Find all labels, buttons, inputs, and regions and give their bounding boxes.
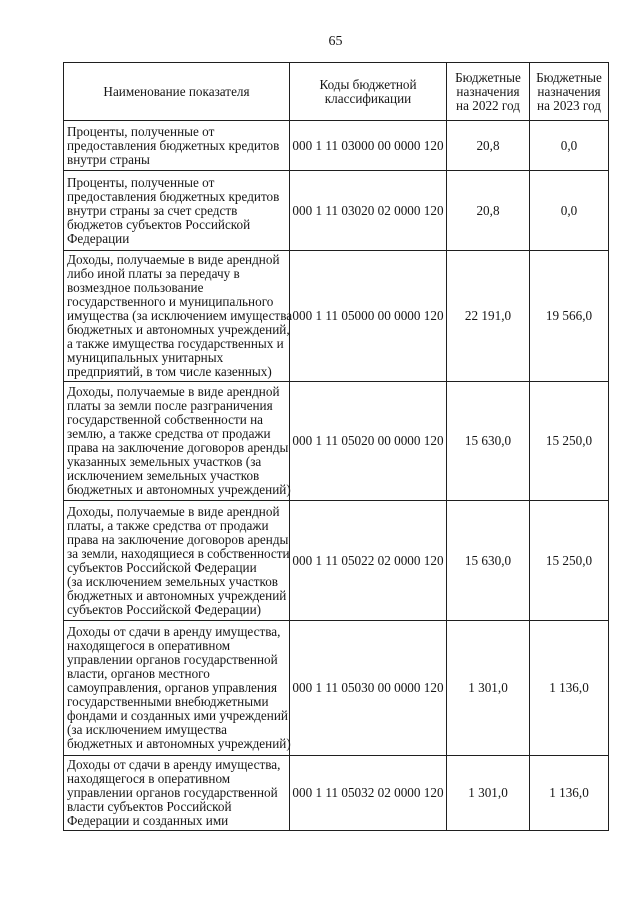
header-budget-code: Коды бюджетной классификации [290, 63, 447, 121]
table-row [64, 121, 609, 171]
header-indicator-name: Наименование показателя [64, 63, 290, 121]
amount-2023-cell: 1 136,0 [530, 621, 609, 756]
amount-2022-cell: 20,8 [447, 121, 530, 171]
amount-2023-cell: 0,0 [530, 171, 609, 251]
amount-2022-cell: 15 630,0 [447, 501, 530, 621]
table-row [64, 756, 609, 831]
indicator-name-cell: Доходы от сдачи в аренду имущества, находящегося в оперативном управлении органов государственной власти субъектов Российской Федерации и созданных ими [64, 756, 290, 831]
table-row [64, 251, 609, 382]
budget-code-cell: 000 1 11 03020 02 0000 120 [290, 171, 447, 251]
table-row [64, 382, 609, 501]
budget-code-cell: 000 1 11 03000 00 0000 120 [290, 121, 447, 171]
indicator-name-cell: Доходы, получаемые в виде арендной платы, а также средства от продажи права на заключение договоров аренды за земли, находящиеся в собственности субъектов Российской Федерации (за исключением земельных участков бюджетных и автономных учреждений субъектов Российской Федерации) [64, 501, 290, 621]
amount-2023-cell: 1 136,0 [530, 756, 609, 831]
indicator-name-cell: Проценты, полученные от предоставления бюджетных кредитов внутри страны за счет средств бюджетов субъектов Российской Федерации [64, 171, 290, 251]
table-row [64, 621, 609, 756]
amount-2023-cell: 15 250,0 [530, 382, 609, 501]
amount-2022-cell: 1 301,0 [447, 756, 530, 831]
table-row [64, 171, 609, 251]
table-row [64, 501, 609, 621]
amount-2023-cell: 15 250,0 [530, 501, 609, 621]
header-amount-2022: Бюджетные назначения на 2022 год [447, 63, 530, 121]
amount-2023-cell: 0,0 [530, 121, 609, 171]
amount-2023-cell: 19 566,0 [530, 251, 609, 382]
budget-code-cell: 000 1 11 05032 02 0000 120 [290, 756, 447, 831]
budget-code-cell: 000 1 11 05030 00 0000 120 [290, 621, 447, 756]
amount-2022-cell: 20,8 [447, 171, 530, 251]
amount-2022-cell: 22 191,0 [447, 251, 530, 382]
budget-code-cell: 000 1 11 05000 00 0000 120 [290, 251, 447, 382]
indicator-name-cell: Проценты, полученные от предоставления бюджетных кредитов внутри страны [64, 121, 290, 171]
budget-code-cell: 000 1 11 05022 02 0000 120 [290, 501, 447, 621]
indicator-name-cell: Доходы от сдачи в аренду имущества, находящегося в оперативном управлении органов государственной власти, органов местного самоуправления, органов управления государственными внебюджетными фондами и созданных ими учреждений (за исключением имущества бюджетных и автономных учреждений) [64, 621, 290, 756]
budget-code-cell: 000 1 11 05020 00 0000 120 [290, 382, 447, 501]
page-number: 65 [328, 34, 343, 49]
budget-revenue-table [63, 62, 609, 831]
amount-2022-cell: 15 630,0 [447, 382, 530, 501]
amount-2022-cell: 1 301,0 [447, 621, 530, 756]
header-amount-2023: Бюджетные назначения на 2023 год [530, 63, 609, 121]
table-header-row [64, 63, 609, 121]
indicator-name-cell: Доходы, получаемые в виде арендной либо иной платы за передачу в возмездное пользование государственного и муниципального имущества (за исключением имущества бюджетных и автономных учреждений, а также имущества государственных и муниципальных унитарных предприятий, в том числе казенных) [64, 251, 290, 382]
indicator-name-cell: Доходы, получаемые в виде арендной платы за земли после разграничения государственной собственности на землю, а также средства от продажи права на заключение договоров аренды указанных земельных участков (за исключением земельных участков бюджетных и автономных учреждений) [64, 382, 290, 501]
